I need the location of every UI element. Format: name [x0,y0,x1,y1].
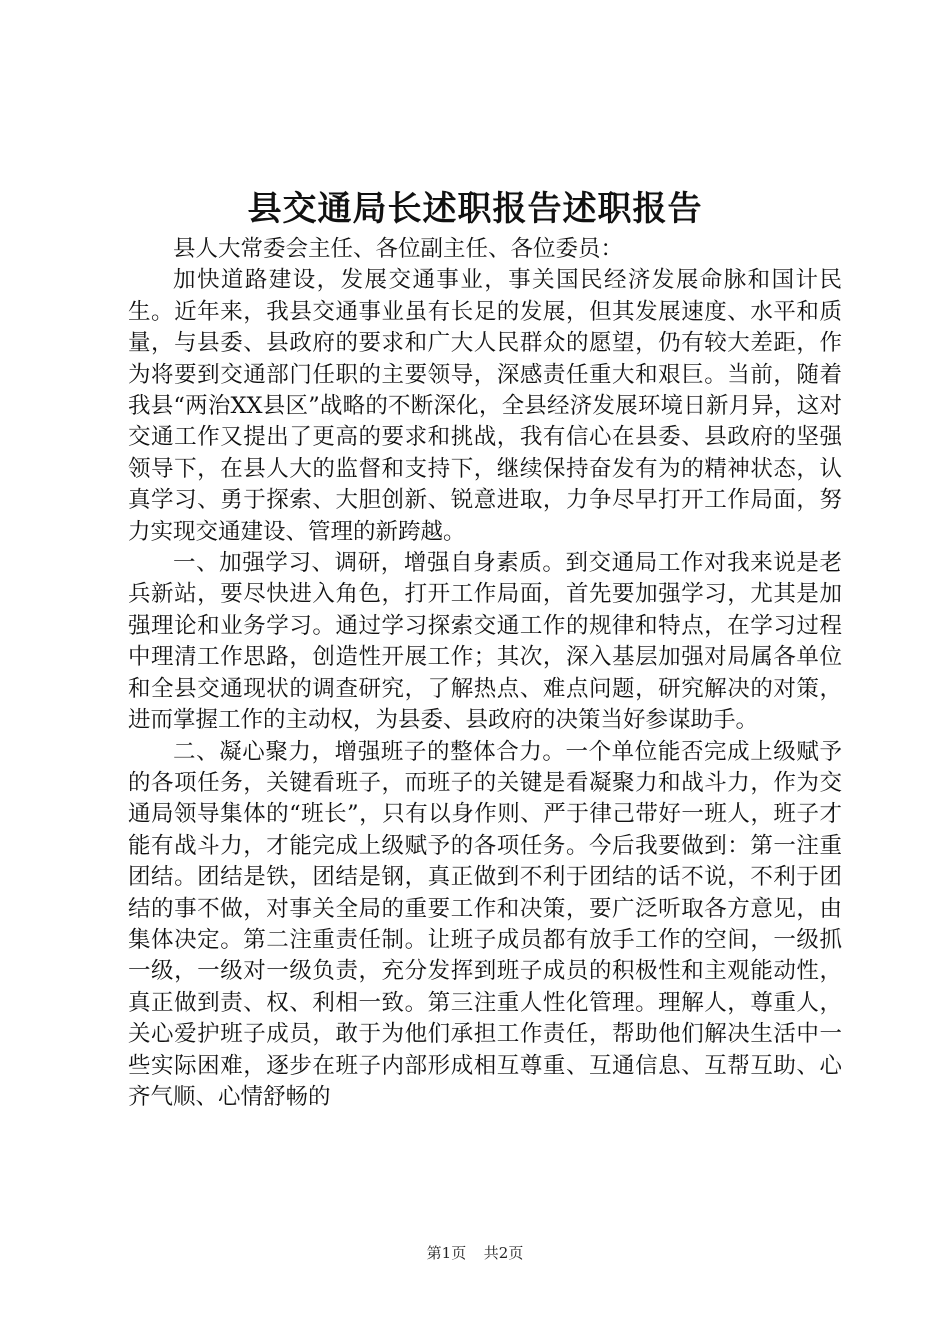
salutation: 县人大常委会主任、各位副主任、各位委员： [173,236,624,262]
page-number-total: 共2页 [483,1244,524,1262]
paragraph-intro: 加快道路建设，发展交通事业，事关国民经济发展命脉和国计民生。近年来，我县交通事业虽有长足的发展，但其发展速度、水平和质量，与县委、县政府的要求和广大人民群众的愿望，仍有较大差距，作为将要到交通部门任职的主要领导，深感责任重大和艰巨。当前，随着我县“两治XX县区”战略的不断深化，全县经济发展环境日新月异，这对交通工作又提出了更高的要求和挑战，我有信心在县委、县政府的坚强领导下，在县人大的监督和支持下，继续保持奋发有为的精神状态，认真学习、勇于探索、大胆创新、锐意进取，力争尽早打开工作局面，努力实现交通建设、管理的新跨越。 [128,267,842,545]
page-number-current: 第1页 [426,1244,467,1262]
paragraph-section-2: 二、凝心聚力，增强班子的整体合力。一个单位能否完成上级赋予的各项任务，关键看班子，而班子的关键是看凝聚力和战斗力，作为交通局领导集体的“班长”，只有以身作则、严于律己带好一班人，班子才能有战斗力，才能完成上级赋予的各项任务。今后我要做到：第一注重团结。团结是铁，团结是钢，真正做到不利于团结的话不说，不利于团结的事不做，对事关全局的重要工作和决策，要广泛听取各方意见，由集体决定。第二注重责任制。让班子成员都有放手工作的空间，一级抓一级，一级对一级负责，充分发挥到班子成员的积极性和主观能动性，真正做到责、权、利相一致。第三注重人性化管理。理解人，尊重人，关心爱护班子成员，敢于为他们承担工作责任，帮助他们解决生活中一些实际困难，逐步在班子内部形成相互尊重、互通信息、互帮互助、心齐气顺、心情舒畅的 [128,738,842,1110]
page-footer [0,1243,950,1263]
document-title: 县交通局长述职报告述职报告 [247,189,703,229]
document-body [128,234,842,1113]
paragraph-section-1: 一、加强学习、调研，增强自身素质。到交通局工作对我来说是老兵新站，要尽快进入角色，打开工作局面，首先要加强学习，尤其是加强理论和业务学习。通过学习探索交通工作的规律和特点，在学习过程中理清工作思路，创造性开展工作；其次，深入基层加强对局属各单位和全县交通现状的调查研究，了解热点、难点问题，研究解决的对策，进而掌握工作的主动权，为县委、县政府的决策当好参谋助手。 [128,550,842,734]
